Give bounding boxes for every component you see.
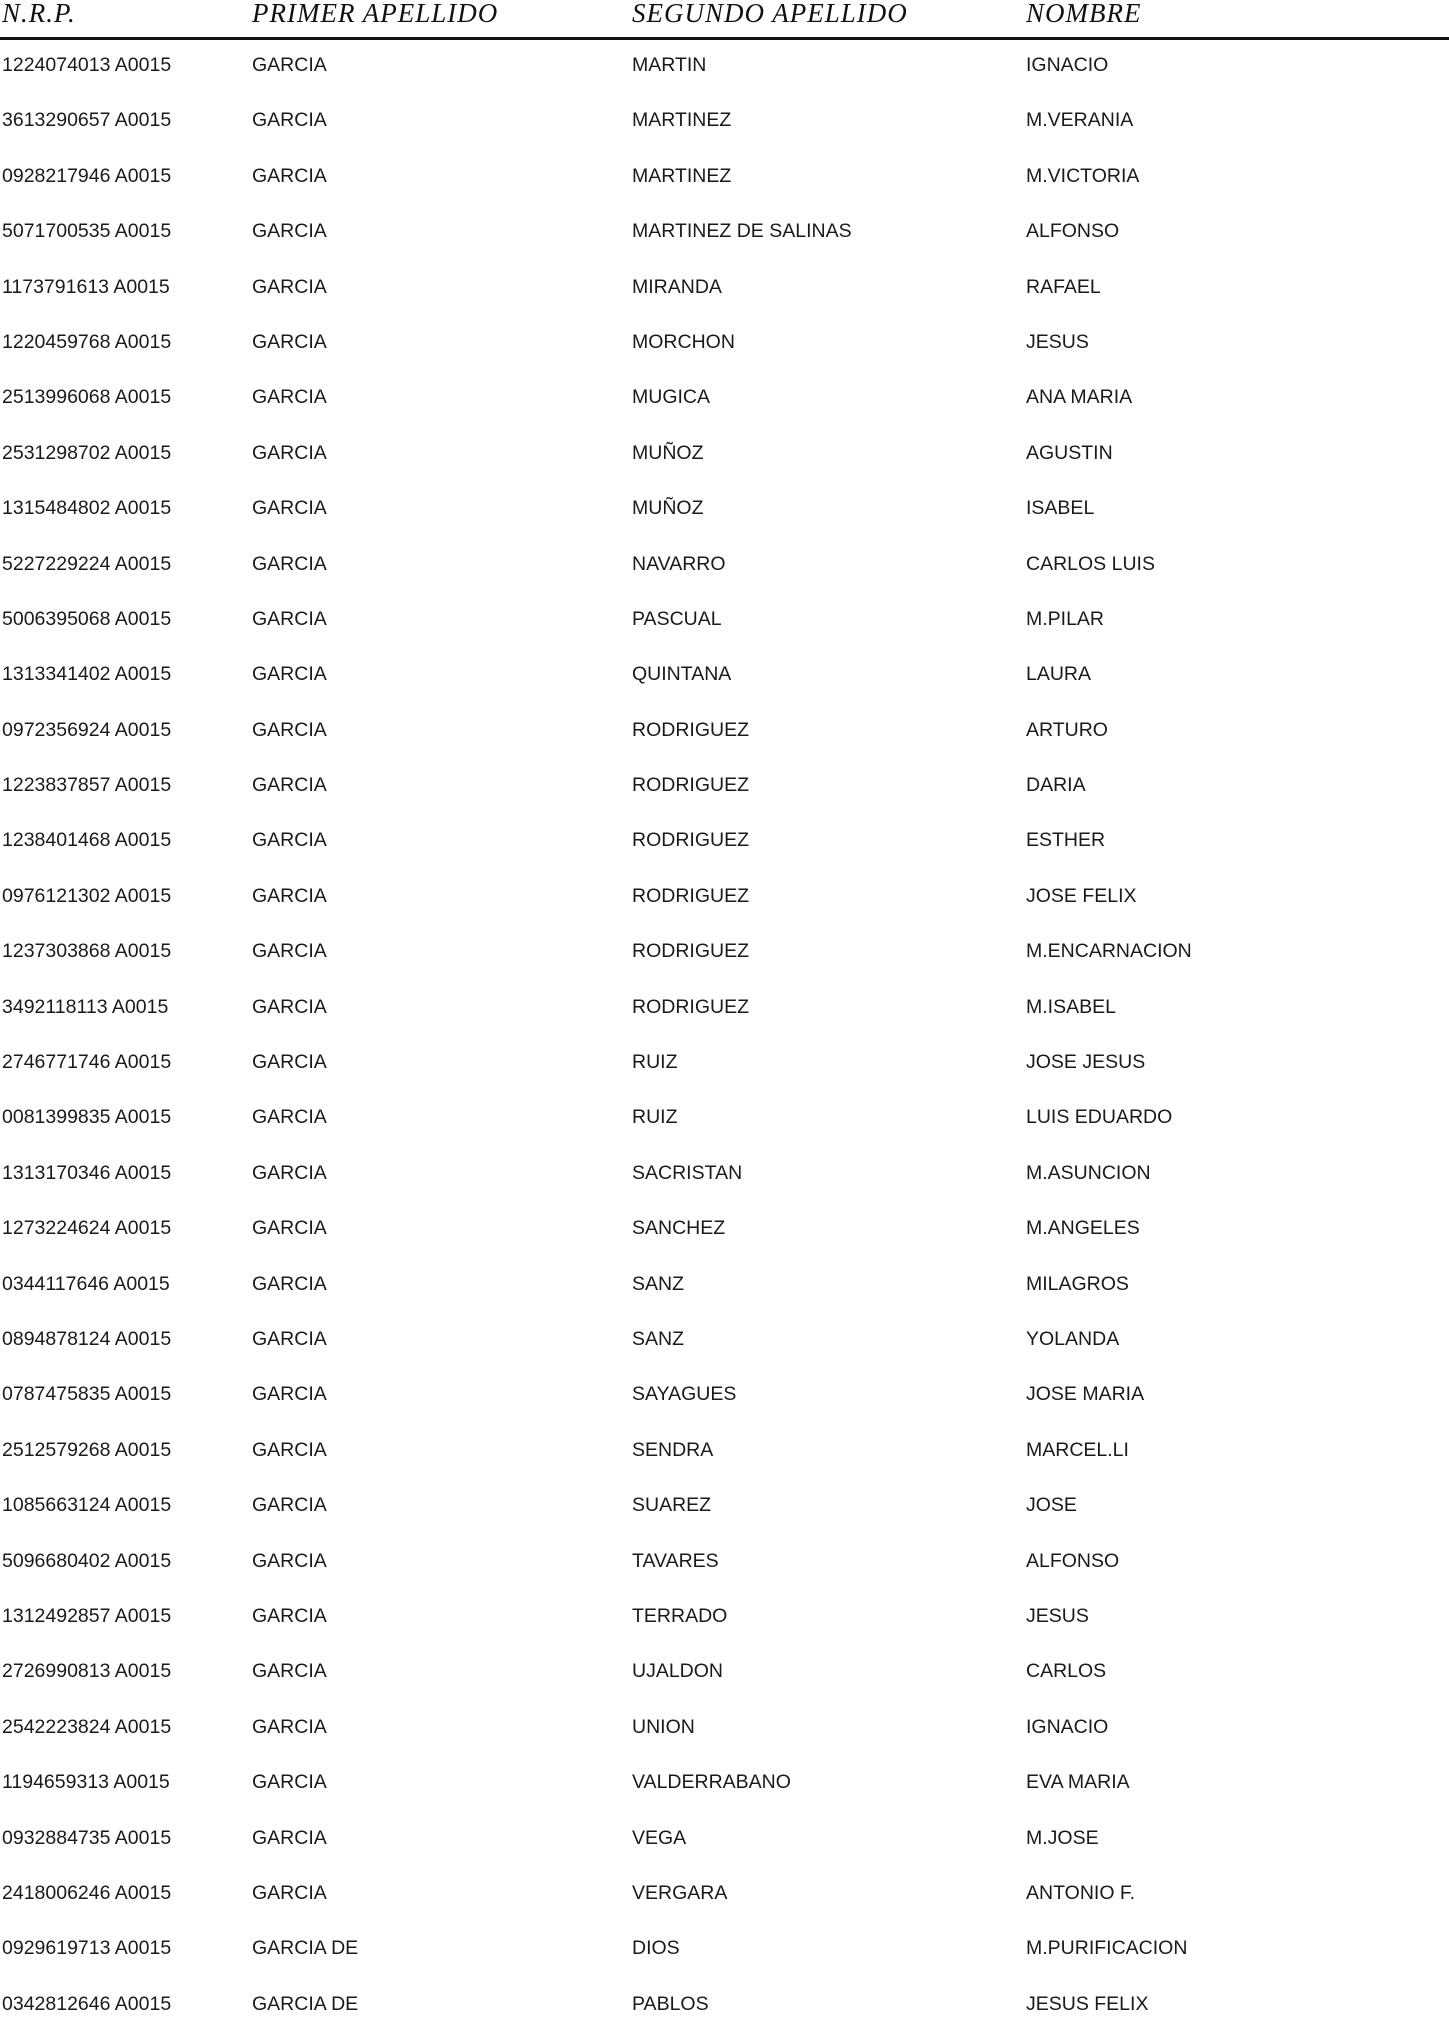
cell-primer-apellido: GARCIA: [252, 441, 327, 464]
cell-nombre: DARIA: [1026, 774, 1086, 797]
cell-segundo-apellido: DIOS: [632, 1937, 680, 1960]
cell-nrp: 1312492857 A0015: [2, 1604, 172, 1627]
table-row: [0, 103, 1449, 158]
header-rule: [0, 37, 1449, 40]
table-row: [0, 1599, 1449, 1654]
table-row: [0, 547, 1449, 602]
cell-primer-apellido: GARCIA: [252, 275, 327, 298]
cell-nombre: AGUSTIN: [1026, 441, 1113, 464]
cell-segundo-apellido: UNION: [632, 1715, 695, 1738]
table-row: [0, 1100, 1449, 1155]
cell-primer-apellido: GARCIA: [252, 220, 327, 243]
cell-nrp: 1313341402 A0015: [2, 663, 172, 686]
table-row: [0, 1654, 1449, 1709]
cell-nrp: 5227229224 A0015: [2, 552, 172, 575]
cell-nrp: 0342812646 A0015: [2, 1992, 172, 2015]
cell-segundo-apellido: SANZ: [632, 1327, 685, 1350]
cell-nombre: YOLANDA: [1026, 1327, 1120, 1350]
cell-primer-apellido: GARCIA: [252, 1161, 327, 1184]
cell-segundo-apellido: QUINTANA: [632, 663, 732, 686]
table-row: [0, 1488, 1449, 1543]
table-row: [0, 380, 1449, 435]
cell-primer-apellido: GARCIA: [252, 940, 327, 963]
table-row: [0, 1377, 1449, 1432]
cell-primer-apellido: GARCIA: [252, 718, 327, 741]
cell-nrp: 1223837857 A0015: [2, 774, 172, 797]
table-row: [0, 1821, 1449, 1876]
table-row: [0, 1987, 1449, 2042]
cell-segundo-apellido: MUÑOZ: [632, 441, 704, 464]
table-row: [0, 214, 1449, 269]
cell-segundo-apellido: SUAREZ: [632, 1494, 712, 1517]
cell-nombre: ANTONIO F.: [1026, 1881, 1136, 1904]
cell-segundo-apellido: RODRIGUEZ: [632, 884, 749, 907]
cell-nrp: 1238401468 A0015: [2, 829, 172, 852]
cell-nrp: 0928217946 A0015: [2, 164, 172, 187]
cell-segundo-apellido: PABLOS: [632, 1992, 709, 2015]
table-row: [0, 1267, 1449, 1322]
cell-segundo-apellido: TERRADO: [632, 1604, 728, 1627]
cell-segundo-apellido: MARTINEZ: [632, 109, 732, 132]
cell-nombre: M.VICTORIA: [1026, 164, 1140, 187]
cell-primer-apellido: GARCIA: [252, 1106, 327, 1129]
cell-nombre: LUIS EDUARDO: [1026, 1106, 1173, 1129]
table-row: [0, 990, 1449, 1045]
cell-segundo-apellido: VERGARA: [632, 1881, 728, 1904]
table-row: [0, 1710, 1449, 1765]
table-row: [0, 48, 1449, 103]
table-row: [0, 823, 1449, 878]
cell-nombre: RAFAEL: [1026, 275, 1101, 298]
table-row: [0, 1322, 1449, 1377]
cell-nrp: 2726990813 A0015: [2, 1660, 172, 1683]
table-row: [0, 1876, 1449, 1931]
cell-primer-apellido: GARCIA: [252, 1549, 327, 1572]
cell-nrp: 1173791613 A0015: [2, 275, 170, 298]
cell-primer-apellido: GARCIA: [252, 1051, 327, 1074]
cell-segundo-apellido: VALDERRABANO: [632, 1771, 791, 1794]
cell-primer-apellido: GARCIA: [252, 607, 327, 630]
table-row: [0, 1211, 1449, 1266]
cell-segundo-apellido: VEGA: [632, 1826, 687, 1849]
cell-primer-apellido: GARCIA DE: [252, 1992, 359, 2015]
table-row: [0, 1045, 1449, 1100]
cell-segundo-apellido: SACRISTAN: [632, 1161, 743, 1184]
table-row: [0, 1156, 1449, 1211]
cell-segundo-apellido: SAYAGUES: [632, 1383, 737, 1406]
cell-segundo-apellido: SENDRA: [632, 1438, 714, 1461]
cell-primer-apellido: GARCIA: [252, 1826, 327, 1849]
header-nrp: N.R.P.: [2, 0, 76, 28]
table-row: [0, 602, 1449, 657]
table-row: [0, 1931, 1449, 1986]
table-row: [0, 491, 1449, 546]
cell-nombre: M.VERANIA: [1026, 109, 1134, 132]
cell-primer-apellido: GARCIA: [252, 884, 327, 907]
cell-nrp: 0929619713 A0015: [2, 1937, 172, 1960]
cell-segundo-apellido: MIRANDA: [632, 275, 722, 298]
cell-segundo-apellido: MARTINEZ DE SALINAS: [632, 220, 852, 243]
cell-nombre: CARLOS LUIS: [1026, 552, 1155, 575]
cell-segundo-apellido: RUIZ: [632, 1051, 678, 1074]
cell-nrp: 1237303868 A0015: [2, 940, 172, 963]
cell-nrp: 2531298702 A0015: [2, 441, 172, 464]
cell-nrp: 1224074013 A0015: [2, 54, 172, 76]
cell-nrp: 3613290657 A0015: [2, 109, 172, 132]
cell-nrp: 0932884735 A0015: [2, 1826, 172, 1849]
cell-nrp: 1085663124 A0015: [2, 1494, 172, 1517]
cell-nrp: 0894878124 A0015: [2, 1327, 172, 1350]
cell-segundo-apellido: NAVARRO: [632, 552, 726, 575]
cell-primer-apellido: GARCIA: [252, 552, 327, 575]
cell-segundo-apellido: MUGICA: [632, 386, 710, 409]
cell-segundo-apellido: SANCHEZ: [632, 1217, 726, 1240]
cell-segundo-apellido: TAVARES: [632, 1549, 719, 1572]
cell-segundo-apellido: PASCUAL: [632, 607, 722, 630]
cell-nombre: ESTHER: [1026, 829, 1106, 852]
cell-nrp: 2542223824 A0015: [2, 1715, 172, 1738]
cell-nrp: 1220459768 A0015: [2, 330, 172, 353]
cell-nrp: 1194659313 A0015: [2, 1771, 170, 1794]
cell-nombre: EVA MARIA: [1026, 1771, 1130, 1794]
cell-nrp: 0972356924 A0015: [2, 718, 172, 741]
cell-nombre: JOSE FELIX: [1026, 884, 1137, 907]
table-row: [0, 1544, 1449, 1599]
cell-nrp: 5071700535 A0015: [2, 220, 172, 243]
table-row: [0, 159, 1449, 214]
cell-segundo-apellido: RUIZ: [632, 1106, 678, 1129]
cell-nrp: 2512579268 A0015: [2, 1438, 172, 1461]
cell-nombre: LAURA: [1026, 663, 1092, 686]
cell-nombre: M.ASUNCION: [1026, 1161, 1151, 1184]
cell-nrp: 1315484802 A0015: [2, 497, 172, 520]
cell-primer-apellido: GARCIA: [252, 663, 327, 686]
cell-primer-apellido: GARCIA: [252, 995, 327, 1018]
cell-nombre: M.ISABEL: [1026, 995, 1116, 1018]
cell-segundo-apellido: RODRIGUEZ: [632, 774, 749, 797]
cell-segundo-apellido: MARTINEZ: [632, 164, 732, 187]
cell-primer-apellido: GARCIA: [252, 1438, 327, 1461]
table-row: [0, 713, 1449, 768]
header-nombre: NOMBRE: [1026, 0, 1142, 28]
cell-segundo-apellido: RODRIGUEZ: [632, 995, 749, 1018]
cell-primer-apellido: GARCIA: [252, 1715, 327, 1738]
cell-nrp: 5006395068 A0015: [2, 607, 172, 630]
cell-nombre: JESUS: [1026, 1604, 1089, 1627]
cell-nombre: IGNACIO: [1026, 54, 1109, 76]
cell-primer-apellido: GARCIA DE: [252, 1937, 359, 1960]
cell-primer-apellido: GARCIA: [252, 1881, 327, 1904]
cell-nombre: M.PILAR: [1026, 607, 1105, 630]
header-primer-apellido: PRIMER APELLIDO: [252, 0, 499, 28]
cell-nrp: 2513996068 A0015: [2, 386, 172, 409]
cell-nombre: ARTURO: [1026, 718, 1108, 741]
cell-nombre: M.ANGELES: [1026, 1217, 1140, 1240]
table-row: [0, 1765, 1449, 1820]
cell-primer-apellido: GARCIA: [252, 164, 327, 187]
cell-nrp: 0081399835 A0015: [2, 1106, 172, 1129]
cell-primer-apellido: GARCIA: [252, 54, 327, 76]
cell-segundo-apellido: MUÑOZ: [632, 497, 704, 520]
cell-nrp: 3492118113 A0015: [2, 995, 169, 1018]
cell-nombre: IGNACIO: [1026, 1715, 1109, 1738]
cell-primer-apellido: GARCIA: [252, 386, 327, 409]
cell-nombre: JESUS: [1026, 330, 1089, 353]
table-row: [0, 879, 1449, 934]
cell-nombre: JOSE: [1026, 1494, 1077, 1517]
table-row: [0, 325, 1449, 380]
cell-primer-apellido: GARCIA: [252, 1660, 327, 1683]
cell-nrp: 0344117646 A0015: [2, 1272, 170, 1295]
cell-segundo-apellido: MORCHON: [632, 330, 735, 353]
cell-primer-apellido: GARCIA: [252, 829, 327, 852]
cell-primer-apellido: GARCIA: [252, 774, 327, 797]
cell-nombre: JOSE MARIA: [1026, 1383, 1145, 1406]
cell-nombre: MILAGROS: [1026, 1272, 1129, 1295]
cell-primer-apellido: GARCIA: [252, 1494, 327, 1517]
cell-primer-apellido: GARCIA: [252, 1327, 327, 1350]
cell-nrp: 1273224624 A0015: [2, 1217, 172, 1240]
cell-segundo-apellido: RODRIGUEZ: [632, 940, 749, 963]
cell-primer-apellido: GARCIA: [252, 1272, 327, 1295]
cell-primer-apellido: GARCIA: [252, 1217, 327, 1240]
table-row: [0, 768, 1449, 823]
cell-nombre: ANA MARIA: [1026, 386, 1133, 409]
cell-segundo-apellido: RODRIGUEZ: [632, 829, 749, 852]
cell-nombre: ISABEL: [1026, 497, 1095, 520]
table-row: [0, 657, 1449, 712]
table-row: [0, 934, 1449, 989]
cell-segundo-apellido: UJALDON: [632, 1660, 724, 1683]
table-header: [0, 0, 1449, 40]
cell-nombre: JOSE JESUS: [1026, 1051, 1146, 1074]
cell-nombre: ALFONSO: [1026, 220, 1120, 243]
cell-primer-apellido: GARCIA: [252, 1604, 327, 1627]
cell-primer-apellido: GARCIA: [252, 1771, 327, 1794]
cell-nrp: 0976121302 A0015: [2, 884, 172, 907]
table-row: [0, 1433, 1449, 1488]
cell-nrp: 1313170346 A0015: [2, 1161, 172, 1184]
cell-nrp: 0787475835 A0015: [2, 1383, 172, 1406]
cell-nombre: M.PURIFICACION: [1026, 1937, 1188, 1960]
table-row: [0, 436, 1449, 491]
cell-primer-apellido: GARCIA: [252, 1383, 327, 1406]
cell-nombre: M.ENCARNACION: [1026, 940, 1192, 963]
cell-segundo-apellido: RODRIGUEZ: [632, 718, 749, 741]
cell-primer-apellido: GARCIA: [252, 109, 327, 132]
cell-segundo-apellido: SANZ: [632, 1272, 685, 1295]
cell-nombre: M.JOSE: [1026, 1826, 1099, 1849]
cell-segundo-apellido: MARTIN: [632, 54, 707, 76]
table-row: [0, 270, 1449, 325]
cell-nombre: CARLOS: [1026, 1660, 1107, 1683]
cell-primer-apellido: GARCIA: [252, 330, 327, 353]
table-body: [0, 48, 1449, 2042]
cell-nombre: ALFONSO: [1026, 1549, 1120, 1572]
cell-primer-apellido: GARCIA: [252, 497, 327, 520]
cell-nrp: 2418006246 A0015: [2, 1881, 172, 1904]
header-segundo-apellido: SEGUNDO APELLIDO: [632, 0, 908, 28]
cell-nombre: MARCEL.LI: [1026, 1438, 1129, 1461]
cell-nombre: JESUS FELIX: [1026, 1992, 1149, 2015]
cell-nrp: 5096680402 A0015: [2, 1549, 172, 1572]
cell-nrp: 2746771746 A0015: [2, 1051, 172, 1074]
